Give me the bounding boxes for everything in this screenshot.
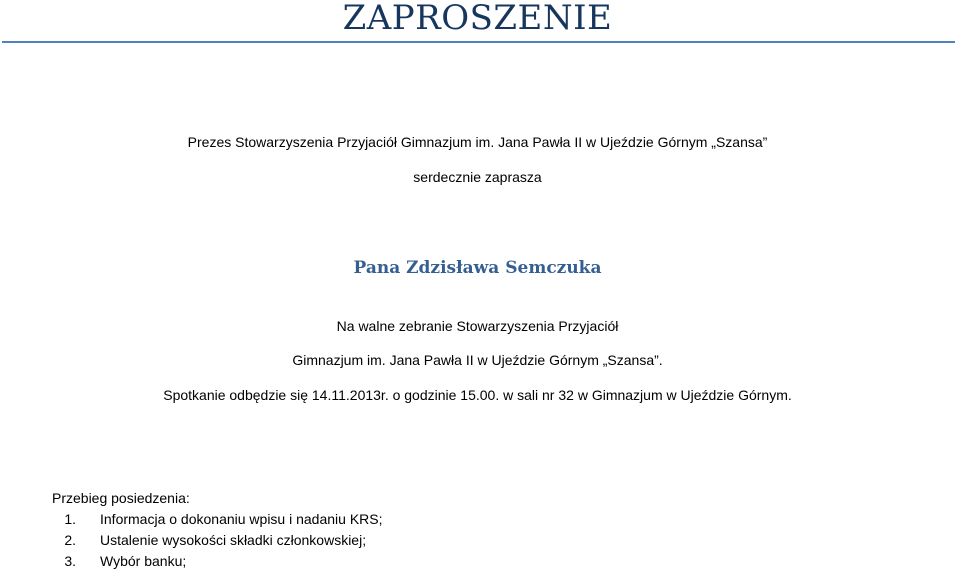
agenda-list <box>52 509 383 571</box>
agenda-item <box>52 509 383 530</box>
agenda-item-number: 3. <box>64 553 76 569</box>
agenda-item-number: 1. <box>64 511 76 527</box>
invitee-name: Pana Zdzisława Semczuka <box>353 258 602 278</box>
agenda-item-number: 2. <box>64 532 76 548</box>
agenda-item-text: Informacja o dokonaniu wpisu i nadaniu KRS; <box>100 511 383 527</box>
title-underline <box>2 41 955 43</box>
intro-line-1: Prezes Stowarzyszenia Przyjaciół Gimnazjum im. Jana Pawła II w Ujeździe Górnym „Szansa” <box>187 134 768 150</box>
agenda-item <box>52 530 383 551</box>
document-title: ZAPROSZENIE <box>342 0 613 38</box>
details-line-1: Na walne zebranie Stowarzyszenia Przyjaciół <box>336 318 619 334</box>
details-line-2: Gimnazjum im. Jana Pawła II w Ujeździe Górnym „Szansa”. <box>292 352 663 368</box>
agenda-item <box>52 551 383 571</box>
details-line-3: Spotkanie odbędzie się 14.11.2013r. o godzinie 15.00. w sali nr 32 w Gimnazjum w Ujeździe Górnym. <box>163 387 792 403</box>
agenda-item-text: Ustalenie wysokości składki członkowskiej; <box>100 532 367 548</box>
agenda-heading: Przebieg posiedzenia: <box>52 490 190 506</box>
intro-line-2: serdecznie zaprasza <box>413 169 542 185</box>
agenda-item-text: Wybór banku; <box>100 553 187 569</box>
